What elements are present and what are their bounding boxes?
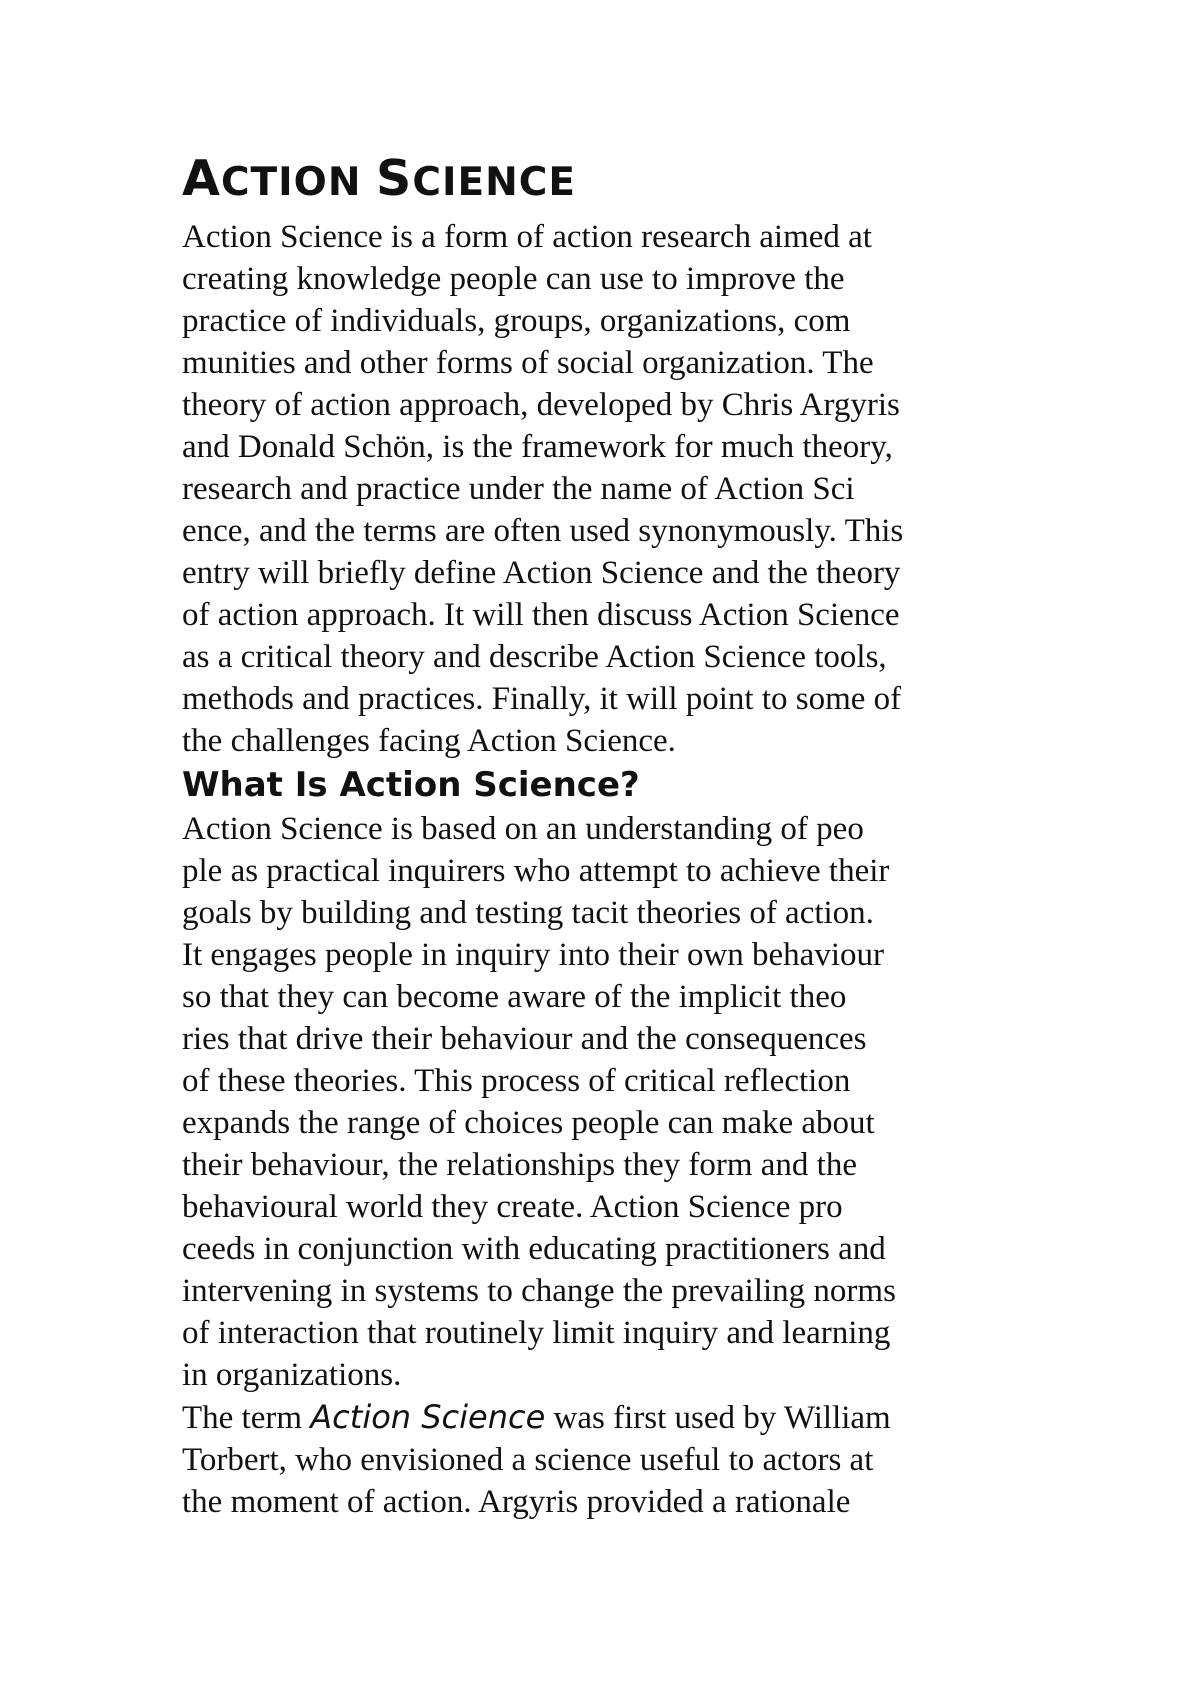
- section-line: in organizations.: [182, 1357, 402, 1393]
- intro-line: theory of action approach, developed by Chris Argyris: [182, 387, 900, 423]
- title-smallcaps-cience: CIENCE: [412, 160, 577, 205]
- closing-line: Torbert, who envisioned a science useful to actors at: [182, 1442, 874, 1478]
- closing-line: the moment of action. Argyris provided a rationale: [182, 1484, 851, 1520]
- intro-line: as a critical theory and describe Action Science tools,: [182, 639, 887, 675]
- section-line: of these theories. This process of critical reflection: [182, 1063, 851, 1099]
- section-line: Action Science is based on an understanding of peo: [182, 811, 864, 847]
- closing-paragraph: [182, 1396, 1012, 1523]
- intro-line: Action Science is a form of action research aimed at: [182, 219, 872, 255]
- intro-line: methods and practices. Finally, it will point to some of: [182, 681, 902, 717]
- section-line: expands the range of choices people can make about: [182, 1105, 875, 1141]
- intro-paragraph: [182, 216, 1012, 762]
- intro-line: practice of individuals, groups, organizations, com: [182, 303, 851, 339]
- section-heading: What Is Action Science?: [182, 765, 640, 805]
- intro-line: of action approach. It will then discuss Action Science: [182, 597, 900, 633]
- section-paragraph: [182, 808, 1012, 1396]
- intro-line: munities and other forms of social organization. The: [182, 345, 874, 381]
- document-page: [182, 150, 1012, 1523]
- closing-pre-text: The term: [182, 1400, 311, 1436]
- intro-line: and Donald Schön, is the framework for much theory,: [182, 429, 893, 465]
- section-line: ries that drive their behaviour and the consequences: [182, 1021, 867, 1057]
- intro-line: research and practice under the name of Action Sci: [182, 471, 855, 507]
- section-line: intervening in systems to change the prevailing norms: [182, 1273, 896, 1309]
- intro-line: entry will briefly define Action Science and the theory: [182, 555, 901, 591]
- section-line: ceeds in conjunction with educating practitioners and: [182, 1231, 886, 1267]
- section-line: It engages people in inquiry into their own behaviour: [182, 937, 884, 973]
- title-initial-a: A: [182, 150, 221, 207]
- section-line: their behaviour, the relationships they form and the: [182, 1147, 857, 1183]
- closing-post-text: was first used by William: [545, 1400, 891, 1436]
- closing-line: [182, 1396, 1012, 1439]
- section-line: behavioural world they create. Action Science pro: [182, 1189, 843, 1225]
- page-title: [182, 150, 1012, 212]
- section-line: ple as practical inquirers who attempt to achieve their: [182, 853, 890, 889]
- intro-line: creating knowledge people can use to improve the: [182, 261, 845, 297]
- section-line: of interaction that routinely limit inquiry and learning: [182, 1315, 891, 1351]
- emphasized-term: Action Science: [310, 1398, 546, 1436]
- intro-line: the challenges facing Action Science.: [182, 723, 676, 759]
- intro-line: ence, and the terms are often used synonymously. This: [182, 513, 904, 549]
- section-line: goals by building and testing tacit theories of action.: [182, 895, 874, 931]
- title-initial-s: S: [376, 150, 413, 207]
- section-line: so that they can become aware of the implicit theo: [182, 979, 847, 1015]
- title-smallcaps-ction: CTION: [220, 160, 377, 205]
